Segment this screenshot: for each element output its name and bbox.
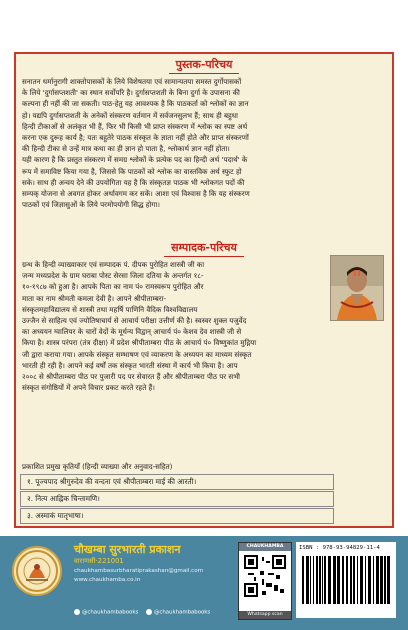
editor-line: जी द्वारा कराया गया। आपके संस्कृत सम्भाषण एवं व्याकरण के अध्ययन का माध्यम संस्कृत [22, 349, 252, 359]
editor-portrait [330, 255, 384, 321]
editor-heading-underline [164, 256, 244, 257]
intro-line: कल्पना ही नहीं की जा सकती। पाठ-हेतु यह आवश्यक है कि पाठकर्ता को श्लोकों का ज्ञान [22, 99, 249, 109]
barcode-bar [302, 556, 304, 604]
barcode-bar [380, 556, 383, 604]
editor-line: माता का नाम श्रीमती कमला देवी है। आपने श्रीपीताम्बरा- [22, 293, 167, 303]
works-list-item: २. नित्य आह्निक चिन्तामणि। [20, 491, 334, 507]
editor-heading [16, 240, 392, 255]
qr-brand-label: CHAUKHAMBA [239, 543, 291, 551]
barcode-bar [350, 556, 352, 604]
barcode-bar [333, 556, 336, 604]
intro-heading [16, 57, 392, 72]
editor-portrait-image [331, 256, 383, 320]
instagram-link[interactable] [146, 609, 210, 616]
intro-line: हिन्दी टीकाओं से अलंकृत भी हैं, फिर भी किसी भी प्राप्त संस्करण में श्लोक का स्पष्ट अर्थ [22, 121, 248, 131]
barcode-bar [337, 556, 340, 604]
editor-line: संस्कृतमहाविद्यालय से शास्त्री तथा महर्षि पाणिनि वैदिक विश्वविद्यालय [22, 304, 198, 314]
whatsapp-qr[interactable] [238, 542, 292, 620]
barcode-bar [376, 556, 379, 604]
facebook-icon [74, 609, 80, 615]
barcode-icon [300, 556, 392, 612]
editor-line: १०-१९८७ को हुआ है। आपके पिता का नाम पं० रामस्वरूप पुरोहित और [22, 282, 204, 292]
barcode-bar [346, 556, 348, 604]
instagram-icon [146, 609, 152, 615]
qr-scan-label: Whatsapp scan [239, 611, 291, 619]
barcode-bar [342, 556, 344, 604]
barcode-bar [328, 556, 331, 604]
intro-line: हो। यद्यपि दुर्गासप्तशती के अनेकों संस्करण वर्तमान में सर्वजनसुलभ हैं; साथ ही बहुधा [22, 110, 238, 120]
content-panel [14, 52, 394, 528]
publisher-city: वाराणसी-221001 [74, 557, 124, 565]
editor-line: संस्कृत संगोष्ठियों में अपने विचार प्रकट करते रहते हैं। [22, 383, 155, 393]
intro-line: की हिन्दी टीका से उन्हें मात्र कथा का ही ज्ञान हो पाता है, श्लोकार्थ ज्ञान नहीं होता। [22, 144, 230, 154]
barcode-bar [373, 556, 374, 604]
intro-line: यही कारण है कि प्रस्तुत संस्करण में समग्र श्लोकों के प्रत्येक पद का हिन्दी अर्थ 'पदार्थ' के [22, 155, 248, 165]
isbn-barcode [296, 542, 396, 618]
publisher-website[interactable]: www.chaukhamba.co.in [74, 577, 141, 583]
editor-line: उज्जैन से साहित्य एवं ज्योतिषाचार्य से आचार्य परीक्षा उत्तीर्ण की है। स्वस्वर शुक्ल यजुर्वेद [22, 316, 247, 325]
editor-line: भारती ही रही है। आपने कई वर्षों तक संस्कृत भारती संस्था में कार्य भी किया है। आप [22, 360, 238, 370]
barcode-bar [316, 556, 318, 604]
qr-code-icon [244, 555, 286, 597]
works-label: प्रकाशित प्रमुख कृतियाँ (हिन्दी व्याख्या और अनुवाद-सहित) [22, 462, 173, 471]
social-links [74, 609, 216, 616]
barcode-bar [360, 556, 363, 604]
barcode-bar [387, 556, 390, 604]
works-list-item: १. पूज्यपाद श्रीगुरुदेव की वन्दना एवं श्रीपीताम्बरा माई की आरती। [20, 474, 334, 490]
publisher-logo-icon [14, 548, 60, 594]
publisher-logo [12, 546, 62, 596]
intro-line: सम्यक् योजना से अवगत होकर अर्थावगम कर सकें। आशा एवं विश्वास है कि यह संस्करण [22, 189, 250, 198]
publisher-email[interactable]: chaukhambasurbharatiprakashan@gmail.com [74, 568, 204, 574]
editor-line: का अध्ययन ग्वालियर के चारों वेदों के मूर्धन्य विद्वान् आचार्य पं० केशव देव शास्त्री जी से [22, 327, 242, 337]
editor-line: ग्रन्थ के हिन्दी व्याख्याकार एवं सम्पादक पं. दीपक पुरोहित शास्त्री जी का [22, 260, 205, 269]
facebook-handle: @chaukhambabooks [82, 609, 139, 616]
publisher-name: चौखम्बा सुरभारती प्रकाशन [74, 543, 181, 556]
intro-heading-underline [169, 73, 239, 74]
editor-line: किया है। शास्त्र परंपरा (तंत्र दीक्षा) में प्रदेश श्रीपीताम्बरा पीठ के आचार्य पं० विष्णुकांत मुद्गिया [22, 338, 257, 348]
intro-line: पाठकों एवं जिज्ञासुओं के लिये परमोपयोगी सिद्ध होगा। [22, 200, 160, 210]
facebook-link[interactable] [74, 609, 138, 616]
instagram-handle: @chaukhambabooks [153, 609, 211, 616]
editor-line: जन्म मध्यप्रदेश के ग्राम घराबा पोस्ट सेरसा जिला दतिया के अन्तर्गत १८- [22, 271, 204, 281]
barcode-bar [313, 556, 314, 604]
intro-line: रूप में समाविष्ट किया गया है, जिससे कि पाठकों को श्लोक का वास्तविक अर्थ स्फुट हो [22, 166, 242, 176]
editor-line: २००८ से श्रीपीताम्बरा पीठ पर पुजारी पद पर सेवारत हैं और श्रीपीताम्बरा पीठ पर सभी [22, 372, 241, 381]
barcode-bar [368, 556, 371, 604]
barcode-bar [319, 556, 321, 604]
barcode-bar [357, 556, 358, 604]
barcode-bar [353, 556, 355, 604]
intro-line: सनातन धर्मानुरागी शाक्तोपासकों के लिये विशेषतया एवं सामान्यतया समस्त दुर्गोपासकों [22, 77, 242, 86]
barcode-bar [324, 556, 326, 604]
intro-line: के लिये 'दुर्गासप्तशती' का स्थान सर्वोपरि है। दुर्गासप्तशती के बिना दुर्गा के उपासना की [22, 88, 240, 98]
editor-heading-text: सम्पादक-परिचय [171, 241, 237, 254]
intro-line: सके। साथ ही अन्वय देने की उपयोगिता यह है कि संस्कृतज्ञ पाठक भी श्लोकगत पदों की [22, 177, 245, 187]
barcode-bar [322, 556, 323, 604]
isbn-text: ISBN : 978-93-94829-11-4 [299, 545, 380, 551]
barcode-bar [310, 556, 311, 604]
works-list-item: ३. अस्माकं मातृभाषा। [20, 508, 334, 524]
intro-heading-text: पुस्तक-परिचय [175, 58, 233, 71]
barcode-bar [384, 556, 386, 604]
intro-line: करना एक दुरूह कार्य है; यतः बहुतेरे पाठक संस्कृत के ज्ञाता नहीं होते और प्राप्त संस्करणों [22, 133, 249, 142]
publisher-footer [0, 536, 408, 630]
barcode-bar [365, 556, 366, 604]
barcode-bar [306, 556, 309, 604]
